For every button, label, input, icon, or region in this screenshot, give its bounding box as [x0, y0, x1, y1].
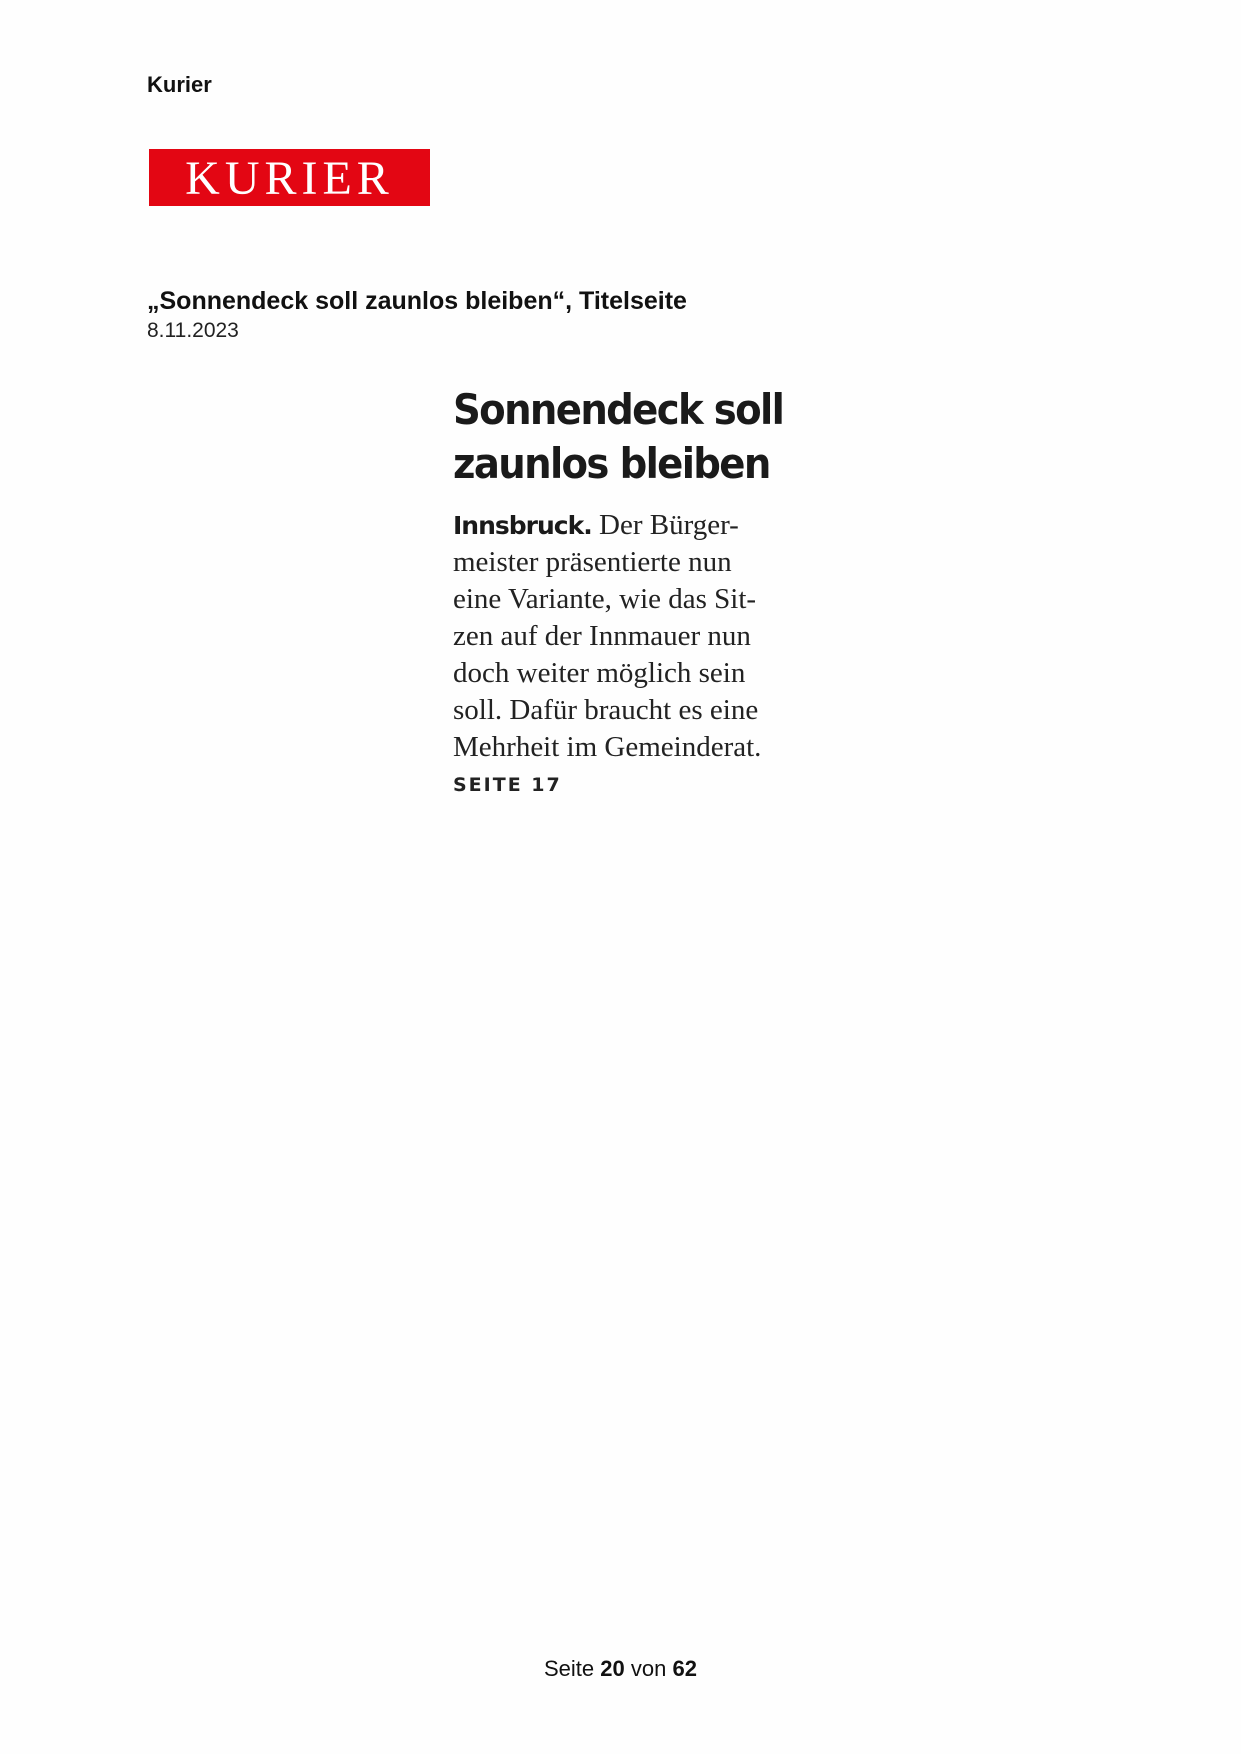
body-line: Mehrheit im Gemeinderat. — [453, 731, 762, 763]
kurier-logo — [149, 149, 430, 206]
page-footer — [0, 1656, 1241, 1682]
headline-line: Sonnendeck soll — [453, 385, 784, 434]
body-line: zen auf der Innmauer nun — [453, 620, 751, 652]
source-label: Kurier — [147, 72, 212, 97]
body-line — [453, 507, 813, 544]
logo-text: KURIER — [185, 152, 394, 205]
clipping-lead: Innsbruck. — [453, 511, 592, 540]
current-page-number: 20 — [600, 1656, 625, 1681]
footer-prefix: Seite — [544, 1656, 595, 1681]
headline-line: zaunlos bleiben — [453, 439, 770, 488]
clipping-page-reference: SEITE 17 — [453, 774, 562, 796]
body-line: doch weiter möglich sein — [453, 657, 746, 689]
clipping-headline — [453, 383, 803, 491]
body-line: meister präsentierte nun — [453, 546, 732, 578]
document-title: „Sonnendeck soll zaunlos bleiben“, Titelseite — [147, 287, 687, 315]
body-line: eine Variante, wie das Sit- — [453, 583, 757, 615]
document-date: 8.11.2023 — [147, 319, 239, 342]
newspaper-clipping — [453, 383, 813, 796]
footer-separator: von — [630, 1656, 667, 1681]
body-first-line: Der Bürger- — [591, 509, 739, 541]
clipping-body — [453, 507, 813, 766]
total-pages-number: 62 — [672, 1656, 697, 1681]
body-line: soll. Dafür braucht es eine — [453, 694, 759, 726]
